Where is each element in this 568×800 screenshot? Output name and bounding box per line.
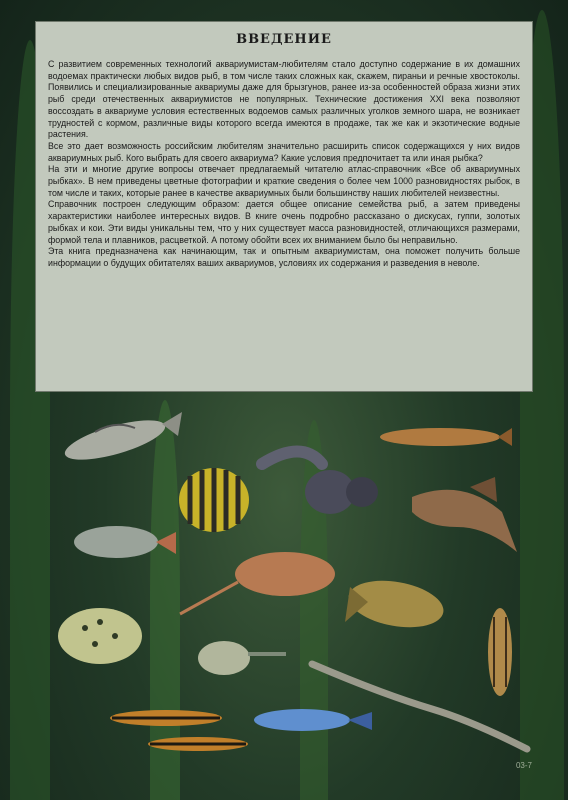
blue-tetra	[254, 709, 372, 731]
paragraph: С развитием современных технологий аквариумистам-любителям стало доступно содержание в их домашних водоемах практически любых видов рыб, в том числе таких сложных как, скажем, пираньи и речные хвостоколы. Появились и специализированные аквариумы даже для брызгунов, ранее из-за особенностей образа жизни этих рыб среди отечественных аквариумистов не популярных. Технические достижения XXI века позволяют воссоздать в аквариуме условия естественных водоемов самых различных уголков земного шара, не возникает трудностей с кормом, различные виды которого всегда имеются в продаже, так же как и экзотические водные растения.	[48, 59, 520, 140]
fish-illustrations	[0, 392, 568, 800]
discus-fish	[179, 468, 249, 532]
barb-fish	[61, 412, 182, 468]
bristlenose-catfish	[412, 477, 517, 552]
paragraph: Справочник построен следующим образом: дается общее описание семейства рыб, а затем приведены характеристики наиболее интересных видов. В книге очень подробно рассказано о дискусах, гуппи, золотых рыбках и кои. Эти виды уникальны тем, что у них существует масса разновидностей, отличающихся размерами, формой тела и плавников, расцветкой. А потому обойти всех их вниманием было бы неправильно.	[48, 199, 520, 245]
tetra-fish	[74, 526, 176, 558]
spotted-puffer	[58, 608, 142, 664]
paragraph: Эта книга предназначена как начинающим, так и опытным аквариумистам, она поможет получить больше информации о будущих обитателях ваших аквариумов, условиях их содержания и разведения в неволе.	[48, 246, 520, 268]
page-number: 03-7	[515, 761, 532, 770]
small-puffer	[198, 641, 286, 675]
puffer-fish	[262, 452, 378, 515]
paragraph: На эти и многие другие вопросы отвечает предлагаемый читателю атлас-справочник «Все об аквариумных рыбках». В нем приведены цветные фотографии и краткие сведения о более чем 1000 разновидностях рыбок, в том числе и таких, которые ранее в качестве аквариумных были большинству наших любителей неизвестны.	[48, 164, 520, 198]
pleco-catfish	[380, 428, 512, 446]
catfish-striped	[345, 574, 447, 634]
striped-loach-1	[110, 710, 222, 726]
introduction-panel	[35, 21, 533, 392]
section-title: ВВЕДЕНИЕ	[236, 32, 332, 47]
stingray	[180, 552, 335, 614]
hillstream-loach	[488, 608, 512, 696]
paragraph: Все это дает возможность российским любителям значительно расширить список содержащихся у них видов аквариумных рыб. Кого выбрать для своего аквариума? Какие условия предпочитает та или иная рыбка?	[48, 140, 520, 163]
striped-loach-2	[148, 737, 248, 751]
